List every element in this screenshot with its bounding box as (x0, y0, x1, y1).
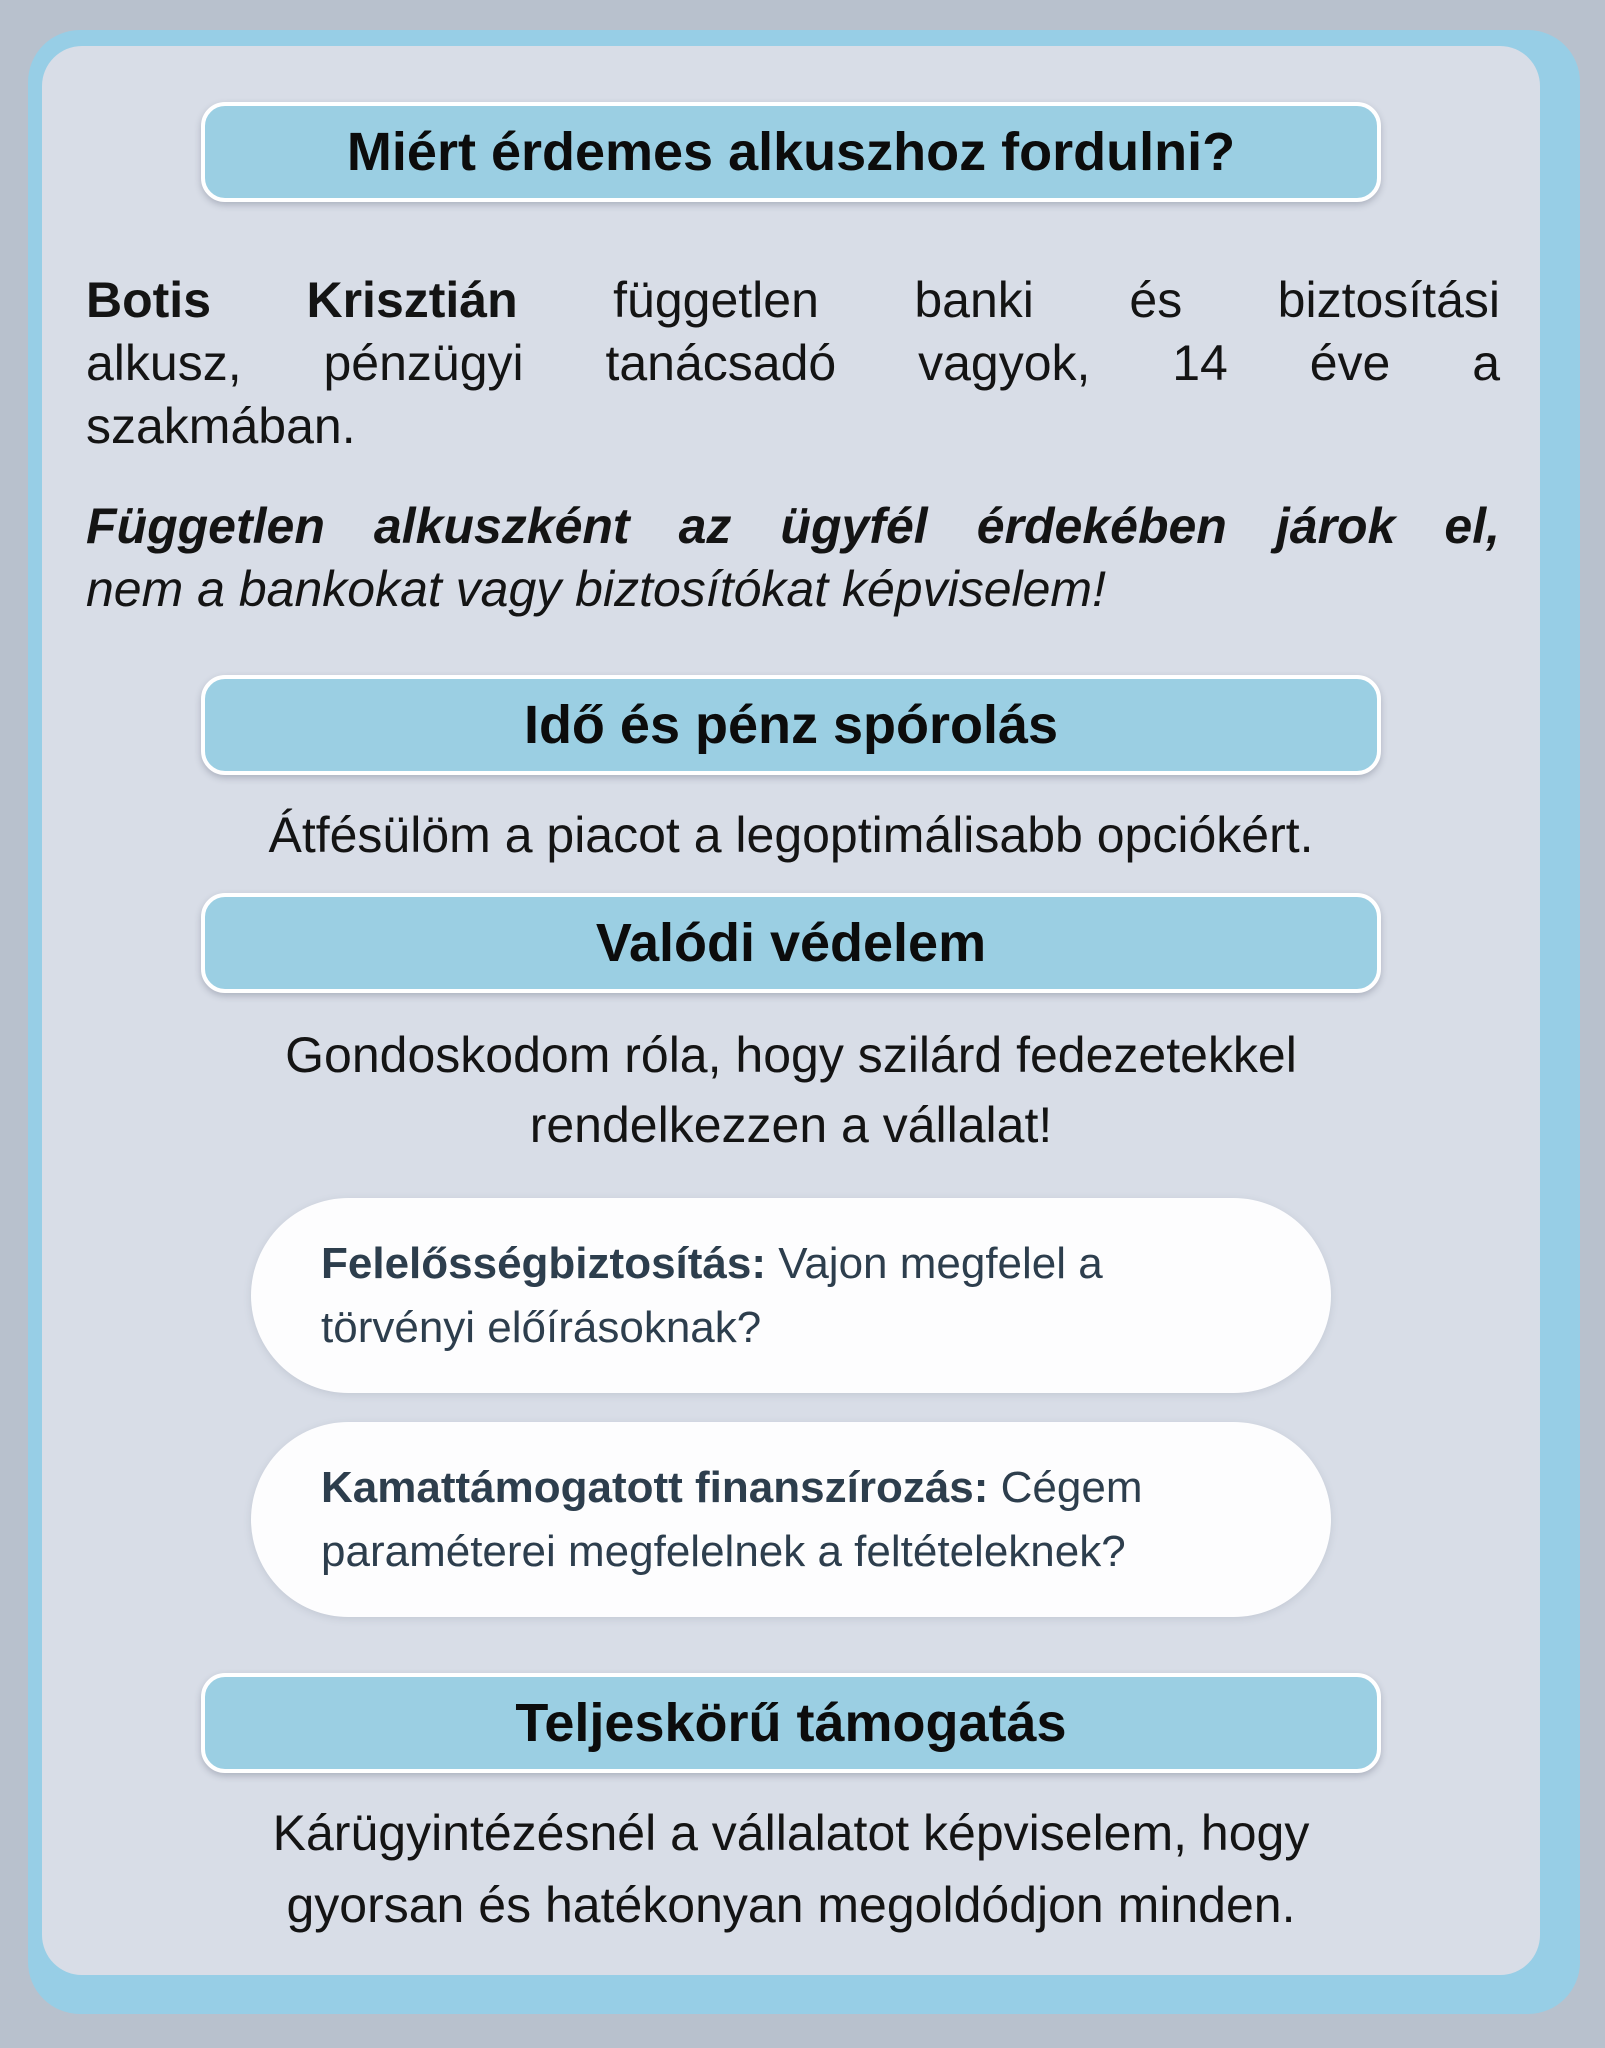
bubble-financing-label: Kamattámogatott finanszírozás: (321, 1462, 989, 1512)
protection-body-line-2: rendelkezzen a vállalat! (529, 1097, 1053, 1153)
intro-line-1 (86, 269, 1500, 332)
speech-bubble-financing (251, 1422, 1331, 1617)
bubble-financing-rest: Cégem (988, 1462, 1143, 1512)
section-title-box-why (201, 102, 1381, 202)
outer-frame (28, 30, 1580, 2014)
intro-line-2: alkusz, pénzügyi tanácsadó vagyok, 14 éve a (86, 335, 1500, 391)
speech-bubble-liability (251, 1198, 1331, 1393)
bubble-financing-line-1 (321, 1456, 1271, 1520)
bubble-financing-line-2: paraméterei megfelelnek a feltételeknek? (321, 1526, 1126, 1576)
support-body-text (42, 1797, 1540, 1941)
intro-line-3: szakmában. (86, 398, 356, 454)
bubble-liability-line-2: törvényi előírásoknak? (321, 1302, 762, 1352)
section-title-box-time (201, 675, 1381, 775)
protection-body-text (42, 1020, 1540, 1160)
support-body-line-2: gyorsan és hatékonyan megoldódjon minden. (286, 1877, 1296, 1933)
broker-name: Botis Krisztián (86, 272, 518, 328)
section-title-protection: Valódi védelem (595, 913, 987, 973)
section-title-time: Idő és pénz spórolás (523, 695, 1059, 755)
independence-note (42, 495, 1540, 621)
protection-body-line-1: Gondoskodom róla, hogy szilárd fedezetekkel (285, 1027, 1297, 1083)
section-title-box-support (201, 1673, 1381, 1773)
support-body-line-1: Kárügyintézésnél a vállalatot képviselem, hogy (272, 1805, 1310, 1861)
section-title-why: Miért érdemes alkuszhoz fordulni? (346, 122, 1236, 182)
time-body-text: Átfésülöm a piacot a legoptimálisabb opciókért. (268, 807, 1314, 863)
content-panel (42, 46, 1540, 1975)
intro-line-1-rest: független banki és biztosítási (517, 272, 1500, 328)
section-title-support: Teljeskörű támogatás (515, 1693, 1067, 1753)
section-title-box-protection (201, 893, 1381, 993)
independence-line-1: Független alkuszként az ügyfél érdekében járok el, (86, 498, 1500, 554)
bubble-liability-rest: Vajon megfelel a (766, 1238, 1103, 1288)
bubble-liability-label: Felelősségbiztosítás: (321, 1238, 767, 1288)
bubble-liability-line-1 (321, 1232, 1271, 1296)
intro-paragraph (42, 269, 1540, 458)
independence-line-2: nem a bankokat vagy biztosítókat képviselem! (86, 561, 1106, 617)
